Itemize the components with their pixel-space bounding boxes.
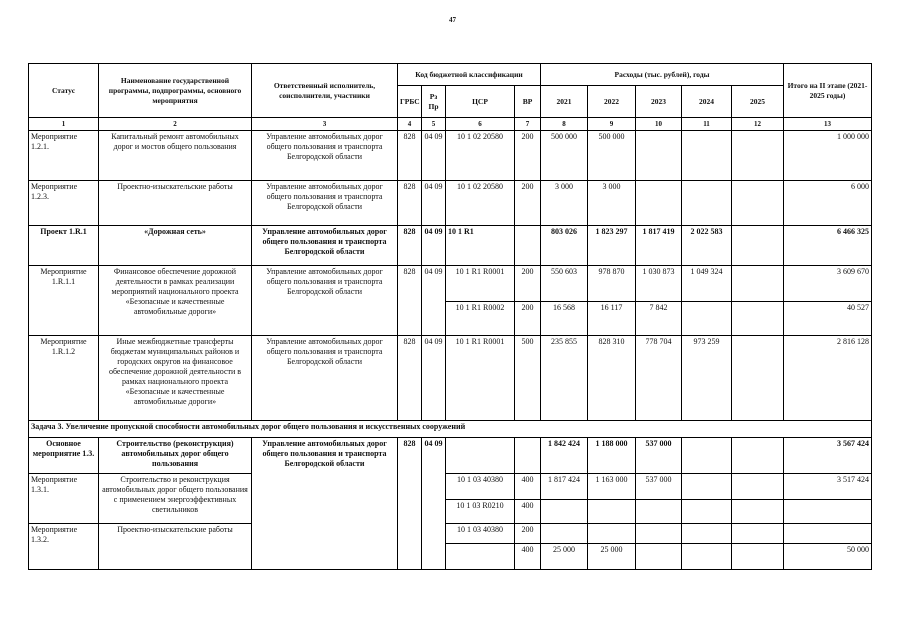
value-2025 [732, 266, 784, 302]
rzpr-cell: 04 09 [422, 266, 446, 336]
value-2024 [682, 500, 732, 524]
table-row [29, 438, 872, 474]
col-number: 1 [29, 118, 99, 131]
value-2023: 537 000 [636, 474, 682, 500]
csr-cell: 10 1 R1 R0001 [446, 266, 515, 302]
vr-cell: 200 [515, 131, 541, 181]
total-cell: 2 816 128 [784, 336, 872, 421]
table-row [29, 131, 872, 181]
value-2023 [636, 500, 682, 524]
name-cell: Иные межбюджетные трансферты бюджетам муниципальных районов и городских округов на финансовое обеспечение дорожной деятельности в рамках национального проекта «Безопасные и качественные автомобильные дороги» [99, 336, 252, 421]
header-csr: ЦСР [446, 86, 515, 118]
csr-cell [446, 438, 515, 474]
value-2025 [732, 181, 784, 226]
value-2022: 500 000 [588, 131, 636, 181]
status-cell: Мероприятие 1.R.1.2 [29, 336, 99, 421]
value-2021: 550 603 [541, 266, 588, 302]
name-cell: «Дорожная сеть» [99, 226, 252, 266]
total-cell: 1 000 000 [784, 131, 872, 181]
col-number: 8 [541, 118, 588, 131]
executor-cell: Управление автомобильных дорог общего пользования и транспорта Белгородской области [252, 336, 398, 421]
value-2025 [732, 524, 784, 544]
col-number: 3 [252, 118, 398, 131]
total-cell: 3 567 424 [784, 438, 872, 474]
total-cell [784, 524, 872, 544]
grbs-cell: 828 [398, 336, 422, 421]
value-2023 [636, 524, 682, 544]
value-2022: 978 870 [588, 266, 636, 302]
value-2025 [732, 544, 784, 570]
value-2022: 1 823 297 [588, 226, 636, 266]
value-2023 [636, 181, 682, 226]
total-cell: 3 517 424 [784, 474, 872, 500]
total-cell: 40 527 [784, 302, 872, 336]
header-rzpr: Рз Пр [422, 86, 446, 118]
total-cell: 50 000 [784, 544, 872, 570]
value-2021: 500 000 [541, 131, 588, 181]
col-number: 5 [422, 118, 446, 131]
executor-cell: Управление автомобильных дорог общего пользования и транспорта Белгородской области [252, 226, 398, 266]
col-number: 4 [398, 118, 422, 131]
value-2024 [682, 524, 732, 544]
name-cell: Проектно-изыскательские работы [99, 524, 252, 570]
task-heading: Задача 3. Увеличение пропускной способности автомобильных дорог общего пользования и искусственных сооружений [29, 421, 872, 438]
col-number: 9 [588, 118, 636, 131]
value-2021: 803 026 [541, 226, 588, 266]
value-2022: 3 000 [588, 181, 636, 226]
status-cell: Мероприятие 1.R.1.1 [29, 266, 99, 336]
budget-table [28, 63, 872, 570]
value-2021: 25 000 [541, 544, 588, 570]
value-2022 [588, 524, 636, 544]
table-row [29, 266, 872, 302]
vr-cell: 400 [515, 500, 541, 524]
value-2024: 2 022 583 [682, 226, 732, 266]
csr-cell: 10 1 R1 [446, 226, 515, 266]
header-total: Итого на II этапе (2021-2025 годы) [784, 64, 872, 118]
col-number: 12 [732, 118, 784, 131]
value-2021: 3 000 [541, 181, 588, 226]
total-cell: 6 466 325 [784, 226, 872, 266]
task-row [29, 421, 872, 438]
value-2024: 1 049 324 [682, 266, 732, 302]
vr-cell: 200 [515, 181, 541, 226]
value-2023: 1 817 419 [636, 226, 682, 266]
value-2022: 828 310 [588, 336, 636, 421]
header-2022: 2022 [588, 86, 636, 118]
value-2021 [541, 500, 588, 524]
csr-cell: 10 1 02 20580 [446, 181, 515, 226]
executor-cell: Управление автомобильных дорог общего пользования и транспорта Белгородской области [252, 438, 398, 570]
value-2025 [732, 226, 784, 266]
grbs-cell [398, 474, 422, 570]
col-number: 6 [446, 118, 515, 131]
value-2023 [636, 544, 682, 570]
status-cell: Мероприятие 1.3.2. [29, 524, 99, 570]
value-2025 [732, 336, 784, 421]
name-cell: Проектно-изыскательские работы [99, 181, 252, 226]
col-number: 2 [99, 118, 252, 131]
value-2023: 778 704 [636, 336, 682, 421]
rzpr-cell [422, 474, 446, 570]
value-2021: 1 842 424 [541, 438, 588, 474]
csr-cell [446, 544, 515, 570]
rzpr-cell: 04 09 [422, 226, 446, 266]
value-2024: 973 259 [682, 336, 732, 421]
value-2023: 537 000 [636, 438, 682, 474]
value-2024 [682, 131, 732, 181]
value-2025 [732, 474, 784, 500]
vr-cell: 400 [515, 544, 541, 570]
header-2024: 2024 [682, 86, 732, 118]
value-2023 [636, 131, 682, 181]
value-2022: 25 000 [588, 544, 636, 570]
table-row [29, 474, 872, 500]
grbs-cell: 828 [398, 131, 422, 181]
name-cell: Капитальный ремонт автомобильных дорог и мостов общего пользования [99, 131, 252, 181]
col-number: 7 [515, 118, 541, 131]
total-cell [784, 500, 872, 524]
rzpr-cell: 04 09 [422, 131, 446, 181]
header-budget-code: Код бюджетной классификации [398, 64, 541, 86]
name-cell: Строительство и реконструкция автомобильных дорог общего пользования с применением энергоэффективных светильников [99, 474, 252, 524]
grbs-cell: 828 [398, 266, 422, 336]
csr-cell: 10 1 R1 R0002 [446, 302, 515, 336]
value-2021: 16 568 [541, 302, 588, 336]
grbs-cell: 828 [398, 226, 422, 266]
col-number: 13 [784, 118, 872, 131]
value-2025 [732, 302, 784, 336]
header-name: Наименование государственной программы, подпрограммы, основного мероприятия [99, 64, 252, 118]
value-2021: 1 817 424 [541, 474, 588, 500]
csr-cell: 10 1 03 40380 [446, 524, 515, 544]
vr-cell: 200 [515, 266, 541, 302]
value-2022: 16 117 [588, 302, 636, 336]
total-cell: 6 000 [784, 181, 872, 226]
header-2021: 2021 [541, 86, 588, 118]
col-number: 11 [682, 118, 732, 131]
table-row [29, 336, 872, 421]
table-row [29, 181, 872, 226]
value-2024 [682, 302, 732, 336]
value-2025 [732, 500, 784, 524]
status-cell: Проект 1.R.1 [29, 226, 99, 266]
value-2025 [732, 438, 784, 474]
table-row [29, 524, 872, 544]
csr-cell: 10 1 02 20580 [446, 131, 515, 181]
value-2024 [682, 544, 732, 570]
total-cell: 3 609 670 [784, 266, 872, 302]
value-2024 [682, 474, 732, 500]
value-2021: 235 855 [541, 336, 588, 421]
value-2024 [682, 181, 732, 226]
column-number-row [29, 118, 872, 131]
executor-cell: Управление автомобильных дорог общего пользования и транспорта Белгородской области [252, 266, 398, 336]
vr-cell [515, 438, 541, 474]
col-number: 10 [636, 118, 682, 131]
csr-cell: 10 1 03 40380 [446, 474, 515, 500]
vr-cell: 500 [515, 336, 541, 421]
grbs-cell: 828 [398, 181, 422, 226]
value-2021 [541, 524, 588, 544]
value-2024 [682, 438, 732, 474]
value-2023: 1 030 873 [636, 266, 682, 302]
executor-cell: Управление автомобильных дорог общего пользования и транспорта Белгородской области [252, 131, 398, 181]
value-2025 [732, 131, 784, 181]
status-cell: Основное мероприятие 1.3. [29, 438, 99, 474]
value-2022: 1 188 000 [588, 438, 636, 474]
header-executor: Ответственный исполнитель, соисполнители, участники [252, 64, 398, 118]
name-cell: Строительство (реконструкция) автомобильных дорог общего пользования [99, 438, 252, 474]
header-2023: 2023 [636, 86, 682, 118]
value-2022: 1 163 000 [588, 474, 636, 500]
status-cell: Мероприятие 1.2.3. [29, 181, 99, 226]
header-status: Статус [29, 64, 99, 118]
value-2023: 7 842 [636, 302, 682, 336]
csr-cell: 10 1 03 R0210 [446, 500, 515, 524]
rzpr-cell: 04 09 [422, 438, 446, 474]
value-2022 [588, 500, 636, 524]
rzpr-cell: 04 09 [422, 336, 446, 421]
executor-cell: Управление автомобильных дорог общего пользования и транспорта Белгородской области [252, 181, 398, 226]
rzpr-cell: 04 09 [422, 181, 446, 226]
grbs-cell: 828 [398, 438, 422, 474]
header-2025: 2025 [732, 86, 784, 118]
page-number: 47 [449, 16, 456, 24]
name-cell: Финансовое обеспечение дорожной деятельности в рамках реализации мероприятий национального проекта «Безопасные и качественные автомобильные дороги» [99, 266, 252, 336]
header-expenses: Расходы (тыс. рублей), годы [541, 64, 784, 86]
status-cell: Мероприятие 1.3.1. [29, 474, 99, 524]
vr-cell: 400 [515, 474, 541, 500]
table-row [29, 226, 872, 266]
header-grbs: ГРБС [398, 86, 422, 118]
vr-cell: 200 [515, 524, 541, 544]
status-cell: Мероприятие 1.2.1. [29, 131, 99, 181]
vr-cell [515, 226, 541, 266]
header-vr: ВР [515, 86, 541, 118]
vr-cell: 200 [515, 302, 541, 336]
csr-cell: 10 1 R1 R0001 [446, 336, 515, 421]
